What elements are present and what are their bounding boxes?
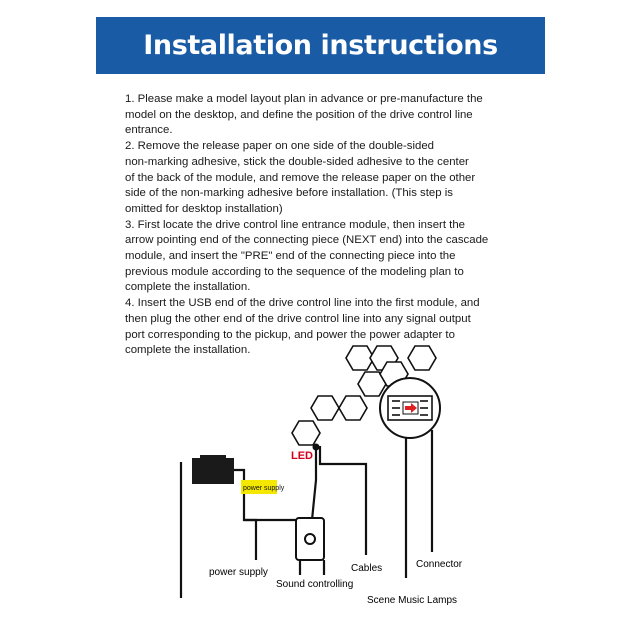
- step-4: 4. Insert the USB end of the drive control line into the first module, and then plug the other end of the drive control line into any signal output port corresponding to the pickup, and power the power adapter to complete the installation.: [125, 297, 480, 357]
- step-3: 3. First locate the drive control line entrance module, then insert the arrow pointing end of the connecting piece (NEXT end) into the cascade module, and insert the "PRE" end of the connecting piece into the previous module according to the sequence of the modeling plan to complete the installation.: [125, 218, 489, 294]
- led-dot: [313, 444, 320, 451]
- connector-magnifier: [380, 378, 440, 438]
- led-label: LED: [291, 450, 313, 462]
- power-adapter-top: [200, 455, 226, 460]
- step-1: 1. Please make a model layout plan in advance or pre-manufacture the model on the desktop, and define the position of the drive control line entrance.: [125, 93, 483, 137]
- label-connector: Connector: [416, 559, 463, 570]
- sound-control-button: [305, 534, 315, 544]
- hex-lamp: [292, 421, 320, 445]
- page-title: Installation instructions: [143, 30, 498, 61]
- label-sound-controlling: Sound controlling: [276, 579, 354, 590]
- hex-lamp: [408, 346, 436, 370]
- step-2: 2. Remove the release paper on one side of the double-sided non-marking adhesive, stick the double-sided adhesive to the center of the back of the module, and remove the release paper on the other side of the non-marking adhesive before installation. (This step is omitted for desktop installation): [125, 140, 476, 215]
- label-power-supply: power supply: [209, 567, 268, 578]
- power-supply-tag-text: power supply: [243, 485, 285, 492]
- power-adapter: [192, 458, 234, 484]
- label-scene-music-lamps: Scene Music Lamps: [367, 595, 458, 606]
- label-cables: Cables: [351, 563, 383, 574]
- hex-lamp: [311, 396, 339, 420]
- hex-lamp: [339, 396, 367, 420]
